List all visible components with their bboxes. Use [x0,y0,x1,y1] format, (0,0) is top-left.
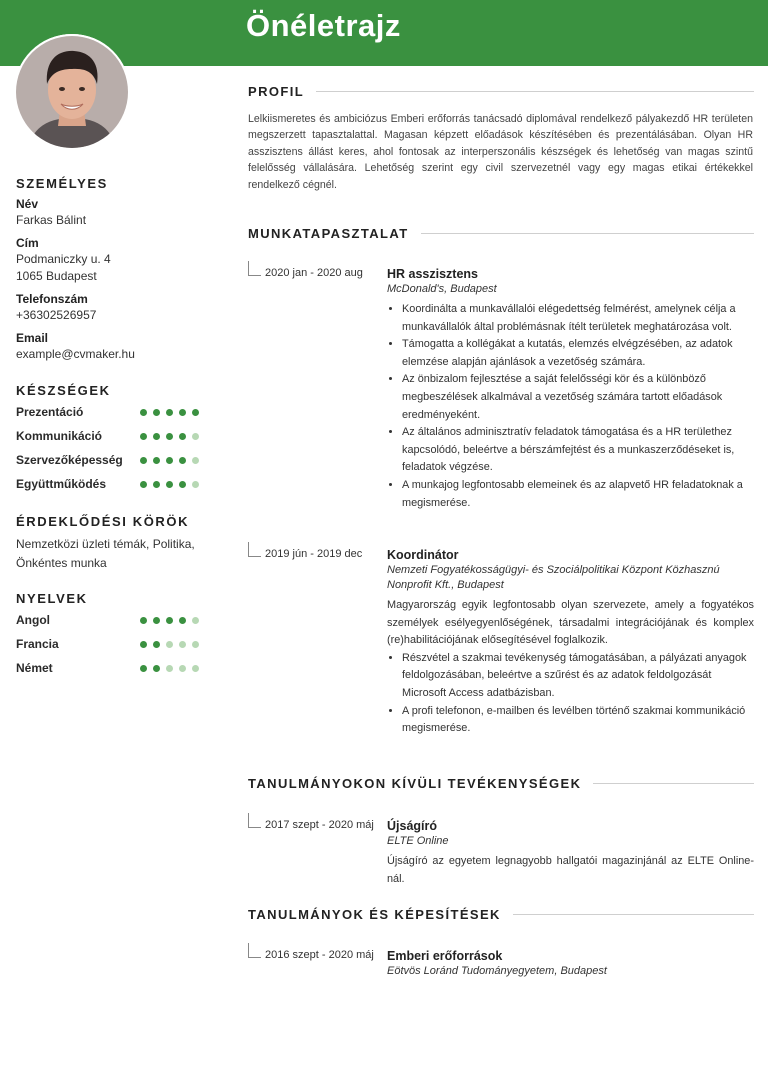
sidebar [16,176,216,680]
interests-line: Nemzetközi üzleti témák, Politika, [16,537,195,551]
divider [421,233,754,234]
rating-dot-filled [140,409,147,416]
rating-dot-filled [179,457,186,464]
rating-dot-filled [140,457,147,464]
bullet-list [387,650,754,738]
language-name: Francia [16,637,59,651]
bullet-list [387,301,754,512]
company: McDonald's, Budapest [387,283,497,295]
language-row [16,608,216,632]
entry-body [387,819,754,888]
rating-dot-filled [179,617,186,624]
job-title: HR asszisztens [387,267,479,281]
education-heading [248,907,754,922]
entry-body [387,548,754,738]
personal-heading: SZEMÉLYES [16,176,108,191]
rating-dot-filled [179,409,186,416]
field-value: Farkas Bálint [16,213,87,227]
language-name: Angol [16,613,50,627]
personal-field-address [16,236,216,285]
entry-body [387,949,754,979]
section-title: TANULMÁNYOKON KÍVÜLI TEVÉKENYSÉGEK [248,776,582,791]
divider [316,91,754,92]
rating-dot-empty [192,481,199,488]
avatar [14,34,130,150]
page-title: Önéletrajz [246,8,401,43]
bullet-item: • A munkajog legfontosabb elemeinek és az alapvető HR feladatoknak a megismerése. [402,477,754,512]
skill-rating [140,400,205,424]
rating-dot-filled [140,481,147,488]
bullet-item: • Az önbizalom fejlesztése a saját felelősségi kör és a különböző megbeszélések alkalmával a vezetőség számára tartott előadások eredményeként. [402,371,754,424]
rating-dot-empty [192,641,199,648]
rating-dot-filled [153,665,160,672]
skills-list [16,400,216,496]
personal-field-email [16,331,216,363]
rating-dot-filled [140,641,147,648]
rating-dot-filled [140,433,147,440]
rating-dot-empty [166,641,173,648]
entry-description: Magyarország egyik legfontosabb olyan szervezete, amely a fogyatékos személyek esélyegyenlőségének, társadalmi integrációjának és komplex (re)habilitációjának elősegítésével foglalkozik. [387,599,754,647]
entry-description: Újságíró az egyetem legnagyobb hallgatói magazinjánál az ELTE Online-nál. [387,855,754,885]
skills-heading: KÉSZSÉGEK [16,383,111,398]
skill-row [16,448,216,472]
timeline-marker [248,943,261,958]
section-title: MUNKATAPASZTALAT [248,226,409,241]
bullet-item: • Az általános adminisztratív feladatok támogatása és a HR területhez kapcsolódó, beleértve a bérszámfejtést és a munkaszerződéseket is, feladatok végzése. [402,424,754,477]
rating-dot-filled [179,481,186,488]
job-title: Újságíró [387,819,438,833]
entry-date: 2016 szept - 2020 máj [265,949,374,961]
job-title: Emberi erőforrások [387,949,503,963]
rating-dot-filled [153,481,160,488]
field-label: Email [16,331,49,345]
rating-dot-filled [166,409,173,416]
field-value: example@cvmaker.hu [16,347,135,361]
rating-dot-filled [140,665,147,672]
rating-dot-empty [192,457,199,464]
profile-photo-icon [14,34,130,150]
section-title: TANULMÁNYOK ÉS KÉPESÍTÉSEK [248,907,501,922]
timeline-marker [248,542,261,557]
bullet-item: • Koordinálta a munkavállalói elégedettség felmérést, amelynek célja a munkavállalók által problémásnak ítélt területek meghatározása volt. [402,301,754,336]
field-value: Podmaniczky u. 4 [16,252,111,266]
entry-date: 2019 jún - 2019 dec [265,548,363,560]
skill-name: Szervezőképesség [16,453,123,467]
field-value: 1065 Budapest [16,269,97,283]
skill-rating [140,424,205,448]
skill-name: Együttműködés [16,477,107,491]
field-label: Név [16,197,39,211]
rating-dot-filled [153,409,160,416]
rating-dot-filled [192,409,199,416]
profile-heading [248,84,754,99]
skill-rating [140,472,205,496]
timeline-marker [248,261,261,276]
bullet-item: • A profi telefonon, e-mailben és levélben történő szakmai kommunikáció megismerése. [402,703,754,738]
rating-dot-filled [140,617,147,624]
rating-dot-filled [166,457,173,464]
interests-line: Önkéntes munka [16,556,107,570]
field-label: Telefonszám [16,292,88,306]
rating-dot-empty [179,641,186,648]
entry-date: 2017 szept - 2020 máj [265,819,374,831]
rating-dot-empty [179,665,186,672]
rating-dot-empty [192,665,199,672]
divider [513,914,754,915]
language-rating [140,632,205,656]
language-rating [140,608,205,632]
rating-dot-empty [192,433,199,440]
entry-date: 2020 jan - 2020 aug [265,267,363,279]
interests-heading: ÉRDEKLŐDÉSI KÖRÖK [16,514,190,529]
rating-dot-filled [153,433,160,440]
language-row [16,656,216,680]
extracurricular-heading [248,776,754,791]
personal-field-phone [16,292,216,324]
language-rating [140,656,205,680]
rating-dot-filled [166,481,173,488]
skill-name: Prezentáció [16,405,84,419]
rating-dot-empty [166,665,173,672]
rating-dot-filled [166,617,173,624]
skill-rating [140,448,205,472]
rating-dot-filled [153,641,160,648]
languages-list [16,608,216,680]
rating-dot-filled [153,457,160,464]
section-title: PROFIL [248,84,305,99]
skill-name: Kommunikáció [16,429,103,443]
timeline-marker [248,813,261,828]
languages-heading: NYELVEK [16,591,88,606]
language-name: Német [16,661,53,675]
rating-dot-filled [166,433,173,440]
field-label: Cím [16,236,39,250]
bullet-item: • Részvétel a szakmai tevékenység támogatásában, a pályázati anyagok feldolgozásában, beleértve a szűrést és az adatok feldolgozását Microsoft Access adatbázisban. [402,650,754,703]
job-title: Koordinátor [387,548,459,562]
field-value: +36302526957 [16,308,97,322]
rating-dot-filled [153,617,160,624]
profile-text: Lelkiismeretes és ambiciózus Emberi erőforrás tanácsadó diplomával rendelkező pályakezdő HR területen megszerzett tapasztalattal. Magasan képzett előadások készítésében és prezentálásában. Olyan HR asszisztens állást keres, ahol fontosak az interperszonális készségek és lehetőség van magas szintű felelősség vállalására. Lehetőség szerint egy civil szervezetnél vagy egy magas etikai értékekkel rendelkező cégnél. [248,113,753,191]
skill-row [16,400,216,424]
company: Nemzeti Fogyatékosságügyi- és Szociálpolitikai Központ Közhasznú Nonprofit Kft., Budapest [387,564,720,591]
company: ELTE Online [387,835,449,847]
bullet-item: • Támogatta a kollégákat a kutatás, elemzés elvégzésében, az adatok elemzése alapján ajánlások a vezetőség számára. [402,336,754,371]
entry-body [387,267,754,512]
skill-row [16,424,216,448]
language-row [16,632,216,656]
divider [593,783,754,784]
skill-row [16,472,216,496]
rating-dot-filled [179,433,186,440]
company: Eötvös Loránd Tudományegyetem, Budapest [387,965,607,977]
personal-field-name [16,197,216,229]
rating-dot-empty [192,617,199,624]
experience-heading [248,226,754,241]
